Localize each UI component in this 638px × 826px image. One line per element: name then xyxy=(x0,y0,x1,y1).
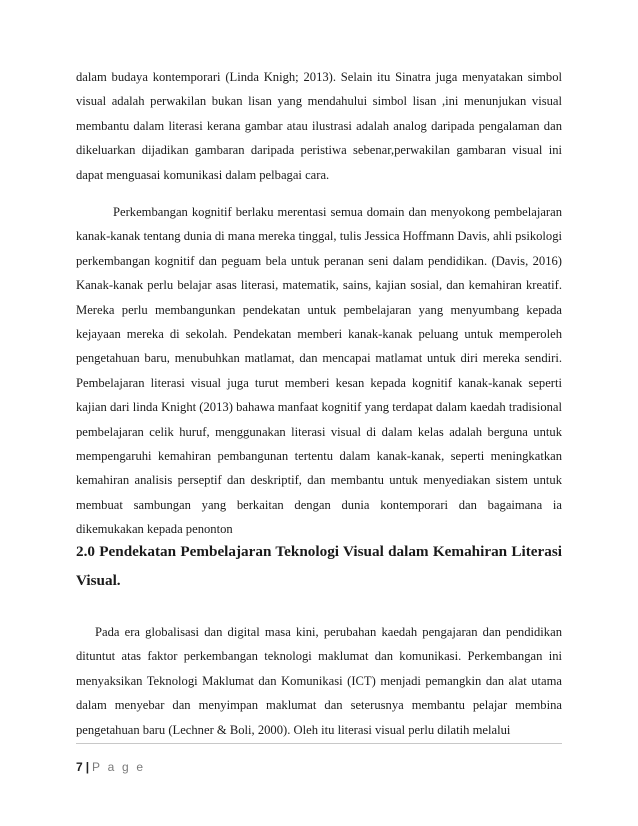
body-paragraph-1: dalam budaya kontemporari (Linda Knigh; 2013). Selain itu Sinatra juga menyatakan simbol visual adalah perwakilan bukan lisan yang mendahului simbol lisan ,ini menunjukan visual membantu dalam literasi kerana gambar atau ilustrasi adalah analog daripada pengalaman dan dikeluarkan dijadikan gambaran daripada peristiwa sebenar,perwakilan gambaran visual ini dapat menguasai komunikasi dalam pelbagai cara. xyxy=(76,70,562,182)
footer-divider xyxy=(76,743,562,744)
section-heading: 2.0 Pendekatan Pembelajaran Teknologi Visual dalam Kemahiran Literasi Visual. xyxy=(76,543,562,589)
page-footer xyxy=(76,759,145,775)
body-paragraph-3: Pada era globalisasi dan digital masa kini, perubahan kaedah pengajaran dan pendidikan dituntut atas faktor perkembangan teknologi maklumat dan komunikasi. Perkembangan ini menyaksikan Teknologi Maklumat dan Komunikasi (ICT) menjadi pemangkin dan alat utama dalam menyebar dan menyimpan maklumat dan seterusnya membantu pelajar membina pengetahuan baru (Lechner & Boli, 2000). Oleh itu literasi visual perlu dilatih melalui xyxy=(76,625,562,737)
footer-separator: | xyxy=(85,760,90,774)
page-label: P a g e xyxy=(92,760,146,774)
page-number: 7 xyxy=(76,760,83,774)
body-paragraph-2: Perkembangan kognitif berlaku merentasi semua domain dan menyokong pembelajaran kanak-kanak tentang dunia di mana mereka tinggal, tulis Jessica Hoffmann Davis, ahli psikologi perkembangan kognitif dan peguam bela untuk peranan seni dalam pendidikan. (Davis, 2016) Kanak-kanak perlu belajar asas literasi, matematik, sains, kajian sosial, dan kemahiran kreatif. Mereka perlu membangunkan pendekatan untuk pembelajaran yang menyumbang kepada kejayaan mereka di sekolah. Pendekatan memberi kanak-kanak peluang untuk memperoleh pengetahuan baru, menubuhkan matlamat, dan mencapai matlamat untuk diri mereka sendiri. Pembelajaran literasi visual juga turut memberi kesan kepada kognitif kanak-kanak seperti kajian dari linda Knight (2013) bahawa manfaat kognitif yang terdapat dalam kaedah tradisional pembelajaran celik huruf, menggunakan literasi visual di dalam kelas adalah berguna untuk mempengaruhi kemahiran pembangunan tertentu dalam kanak-kanak, seperti meningkatkan kemahiran analisis perseptif dan deskriptif, dan membantu untuk menyediakan sistem untuk membuat sambungan yang berkaitan dengan dunia kontemporari dan bagaimana ia dikemukakan kepada penonton xyxy=(76,205,562,537)
